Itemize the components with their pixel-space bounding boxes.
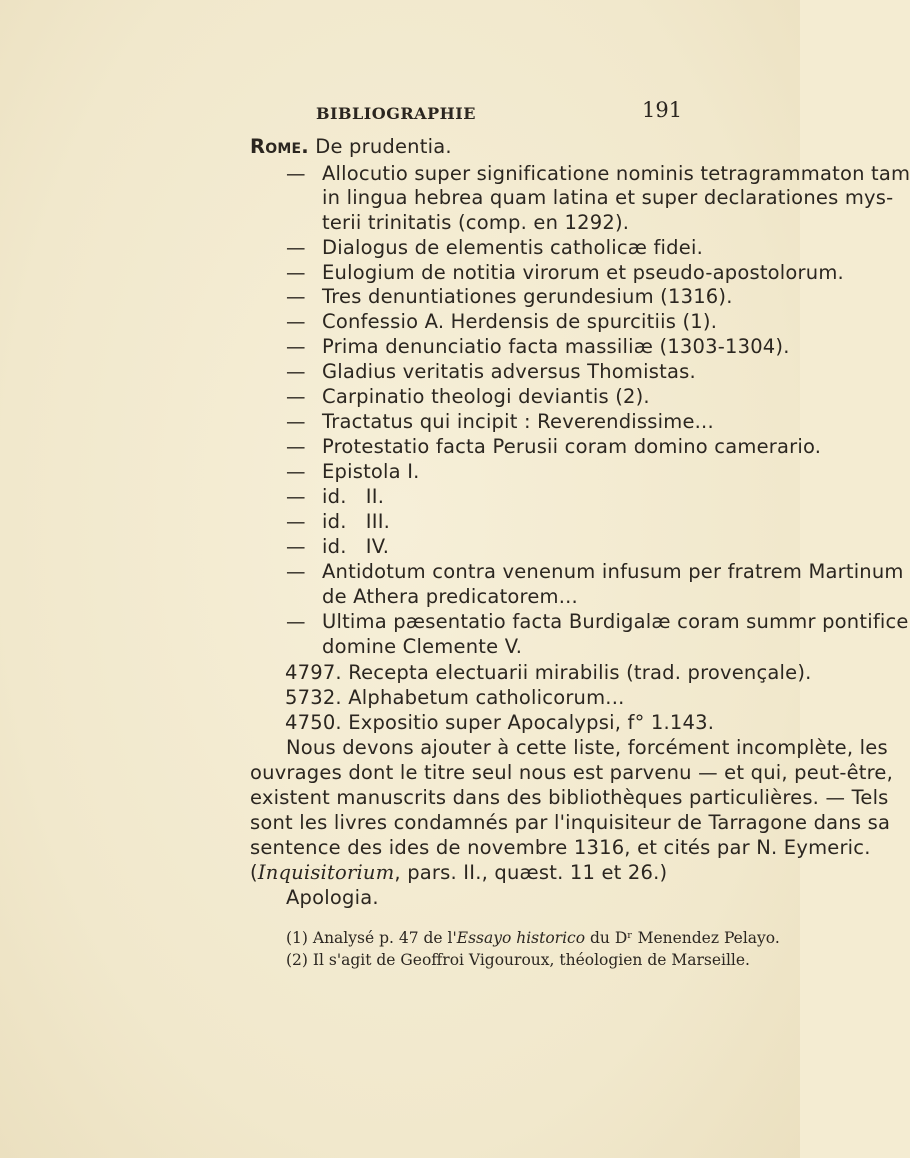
list-item-text: Eulogium de notitia virorum et pseudo-apostolorum. bbox=[322, 261, 844, 284]
list-item: — bbox=[286, 560, 306, 583]
list-item: — bbox=[286, 285, 306, 308]
list-item: — bbox=[286, 485, 306, 508]
paragraph-line: existent manuscrits dans des bibliothèques particulières. — Tels bbox=[250, 786, 889, 809]
paragraph-line: sentence des ides de novembre 1316, et cités par N. Eymeric. bbox=[250, 836, 871, 859]
list-item: — bbox=[286, 610, 306, 633]
rome-label: Rome. bbox=[250, 135, 309, 158]
list-item-text: Tres denuntiationes gerundesium (1316). bbox=[322, 285, 733, 308]
list-item: — bbox=[286, 162, 306, 185]
list-item-text: Carpinatio theologi deviantis (2). bbox=[322, 385, 650, 408]
citation-title: Inquisitorium bbox=[257, 861, 395, 884]
paragraph-line: sont les livres condamnés par l'inquisiteur de Tarragone dans sa bbox=[250, 811, 891, 834]
list-item: — bbox=[286, 410, 306, 433]
list-item-text: id. III. bbox=[322, 510, 391, 533]
rome-title: De prudentia. bbox=[308, 135, 452, 158]
list-item: — bbox=[286, 535, 306, 558]
manuscript-entry: 5732. Alphabetum catholicorum... bbox=[285, 686, 625, 709]
footnote-2: (2) Il s'agit de Geoffroi Vigouroux, théologien de Marseille. bbox=[286, 951, 750, 969]
list-item: — bbox=[286, 335, 306, 358]
rome-entry bbox=[250, 135, 452, 159]
page-number: 191 bbox=[642, 98, 683, 122]
citation: (Inquisitorium, pars. II., quæst. 11 et 26.) bbox=[250, 861, 668, 884]
list-item: — bbox=[286, 385, 306, 408]
list-item-text: Confessio A. Herdensis de spurcitiis (1). bbox=[322, 310, 718, 333]
footnote-1: (1) Analysé p. 47 de l'Essayo historico du Dʳ Menendez Pelayo. bbox=[286, 929, 780, 947]
list-item-text: Ultima pæsentatio facta Burdigalæ coram summr pontifice bbox=[322, 610, 909, 633]
list-item-text: Tractatus qui incipit : Reverendissime... bbox=[322, 410, 714, 433]
list-item-text: de Athera predicatorem... bbox=[322, 585, 578, 608]
paragraph-line: ouvrages dont le titre seul nous est parvenu — et qui, peut-être, bbox=[250, 761, 894, 784]
manuscript-entry: 4797. Recepta electuarii mirabilis (trad. provençale). bbox=[285, 661, 812, 684]
list-item: — bbox=[286, 310, 306, 333]
list-item-text: Allocutio super significatione nominis tetragrammaton tam bbox=[322, 162, 910, 185]
list-item-text: id. IV. bbox=[322, 535, 390, 558]
list-item: — bbox=[286, 460, 306, 483]
apologia: Apologia. bbox=[286, 886, 379, 909]
page-header bbox=[0, 98, 800, 128]
list-item-text: Antidotum contra venenum infusum per fratrem Martinum bbox=[322, 560, 904, 583]
list-item: — bbox=[286, 510, 306, 533]
list-item-text: domine Clemente V. bbox=[322, 635, 523, 658]
manuscript-entry: 4750. Expositio super Apocalypsi, f° 1.143. bbox=[285, 711, 715, 734]
list-item-text: in lingua hebrea quam latina et super declarationes mys- bbox=[322, 186, 894, 209]
list-item-text: Gladius veritatis adversus Thomistas. bbox=[322, 360, 696, 383]
paragraph-line: Nous devons ajouter à cette liste, forcément incomplète, les bbox=[286, 736, 888, 759]
list-item: — bbox=[286, 261, 306, 284]
running-title: BIBLIOGRAPHIE bbox=[316, 104, 476, 123]
list-item: — bbox=[286, 360, 306, 383]
list-item: — bbox=[286, 435, 306, 458]
list-item-text: Protestatio facta Perusii coram domino camerario. bbox=[322, 435, 822, 458]
list-item-text: Dialogus de elementis catholicæ fidei. bbox=[322, 236, 703, 259]
list-item: — bbox=[286, 236, 306, 259]
list-item-text: terii trinitatis (comp. en 1292). bbox=[322, 211, 630, 234]
list-item-text: id. II. bbox=[322, 485, 385, 508]
list-item-text: Prima denunciatio facta massiliæ (1303-1304). bbox=[322, 335, 790, 358]
list-item-text: Epistola I. bbox=[322, 460, 420, 483]
